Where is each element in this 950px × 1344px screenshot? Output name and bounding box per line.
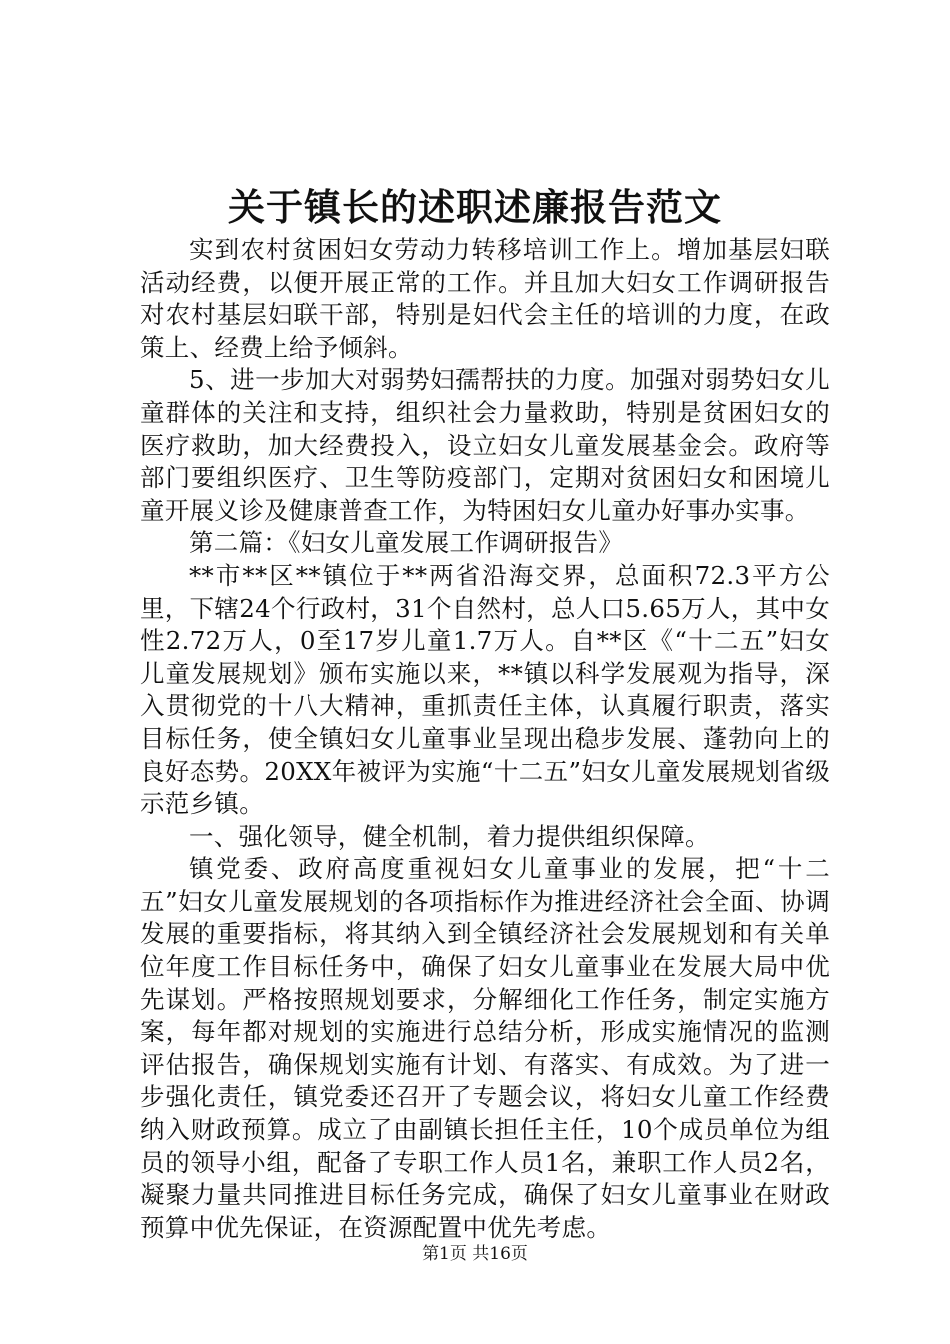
page-footer: 第1页 共16页: [422, 1244, 528, 1264]
section-heading-2: 第二篇：《妇女儿童发展工作调研报告》: [189, 528, 624, 558]
document-title: 关于镇长的述职述廉报告范文: [228, 186, 722, 229]
paragraph-1: 实到农村贫困妇女劳动力转移培训工作上。增加基层妇联活动经费，以便开展正常的工作。并且加大妇女工作调研报告对农村基层妇联干部，特别是妇代会主任的培训的力度，在政策上、经费上给予倾斜。: [140, 235, 830, 362]
paragraph-4: 镇党委、政府高度重视妇女儿童事业的发展，把“十二五”妇女儿童发展规划的各项指标作为推进经济社会全面、协调发展的重要指标，将其纳入到全镇经济社会发展规划和有关单位年度工作目标任务中，确保了妇女儿童事业在发展大局中优先谋划。严格按照规划要求，分解细化工作任务，制定实施方案，每年都对规划的实施进行总结分析，形成实施情况的监测评估报告，确保规划实施有计划、有落实、有成效。为了进一步强化责任，镇党委还召开了专题会议，将妇女儿童工作经费纳入财政预算。成立了由副镇长担任主任，10个成员单位为组员的领导小组，配备了专职工作人员1名，兼职工作人员2名，凝聚力量共同推进目标任务完成，确保了妇女儿童事业在财政预算中优先保证，在资源配置中优先考虑。: [140, 854, 831, 1242]
document-body: [140, 234, 830, 1244]
paragraph-3: **市**区**镇位于**两省沿海交界，总面积72.3平方公里，下辖24个行政村，31个自然村，总人口5.65万人，其中女性2.72万人，0至17岁儿童1.7万人。自**区《“十二五”妇女儿童发展规划》颁布实施以来，**镇以科学发展观为指导，深入贯彻党的十八大精神，重抓责任主体，认真履行职责，落实目标任务，使全镇妇女儿童事业呈现出稳步发展、蓬勃向上的良好态势。20XX年被评为实施“十二五”妇女儿童发展规划省级示范乡镇。: [140, 560, 830, 819]
paragraph-2: 5、进一步加大对弱势妇孺帮扶的力度。加强对弱势妇女儿童群体的关注和支持，组织社会力量救助，特别是贫困妇女的医疗救助，加大经费投入，设立妇女儿童发展基金会。政府等部门要组织医疗、卫生等防疫部门，定期对贫困妇女和困境儿童开展义诊及健康普查工作，为特困妇女儿童办好事办实事。: [140, 365, 830, 525]
subheading-1: 一、强化领导，健全机制，着力提供组织保障。: [189, 821, 710, 851]
